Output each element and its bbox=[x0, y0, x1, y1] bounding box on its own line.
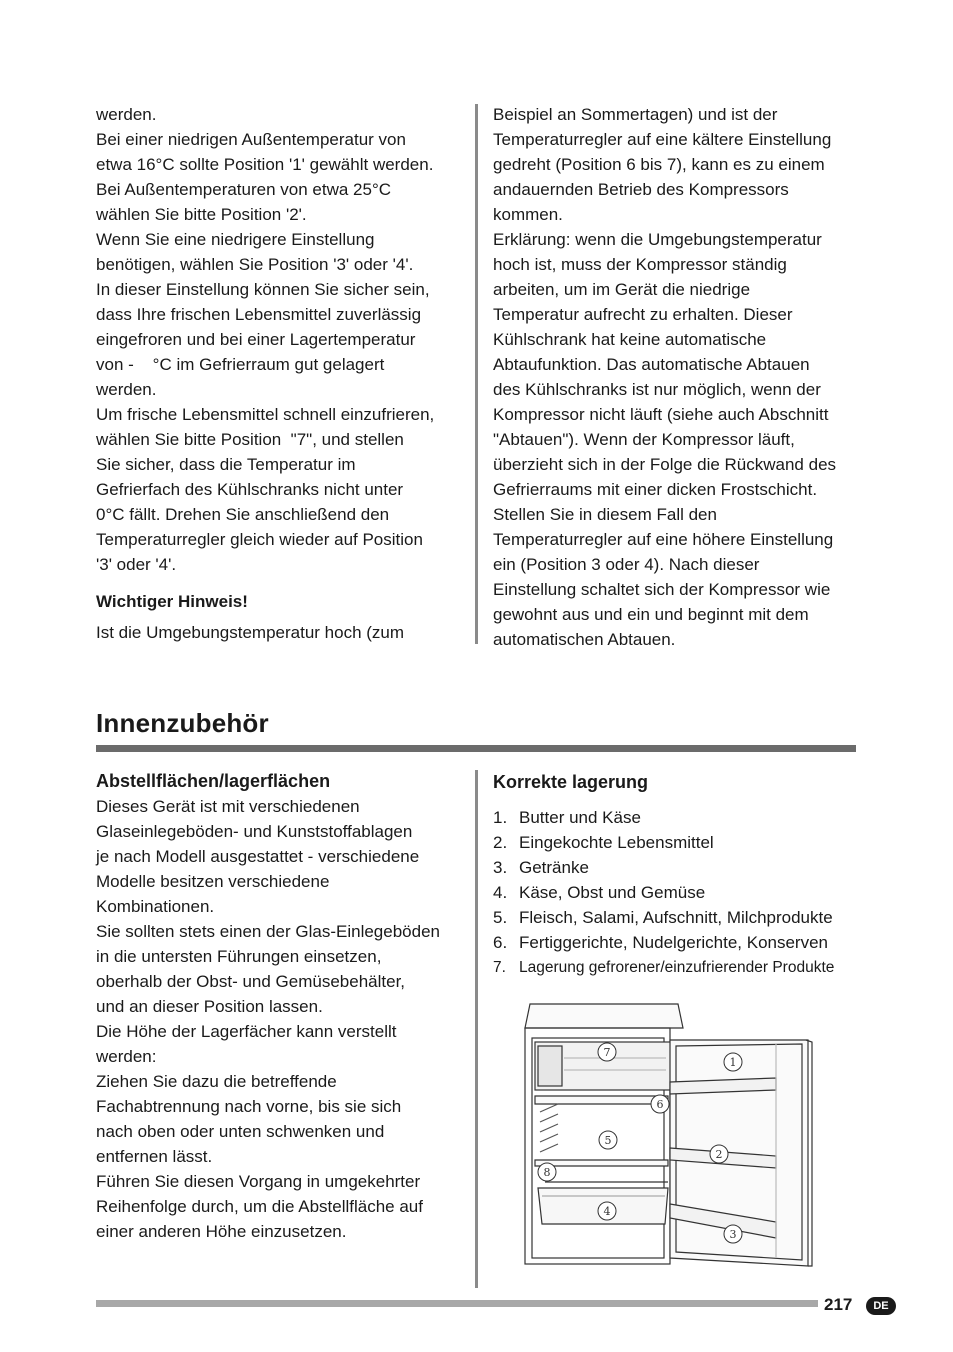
paragraph-line: wählen Sie bitte Position "7", und stellen bbox=[96, 430, 404, 449]
paragraph-line: Sie sollten stets einen der Glas-Einlegeböden bbox=[96, 922, 440, 941]
list-item: 3. Getränke bbox=[493, 858, 589, 877]
paragraph-line: automatischen Abtauen. bbox=[493, 630, 676, 649]
paragraph-line: Ziehen Sie dazu die betreffende bbox=[96, 1072, 337, 1091]
paragraph-line: Reihenfolge durch, um die Abstellfläche auf bbox=[96, 1197, 423, 1216]
paragraph-line: werden. bbox=[96, 105, 157, 124]
paragraph-line: werden. bbox=[96, 380, 157, 399]
paragraph-line: Glaseinlegeböden- und Kunststoffablagen bbox=[96, 822, 413, 841]
list-item: 7. Lagerung gefrorener/einzufrierender Produkte bbox=[493, 959, 835, 976]
figure-label-2: 2 bbox=[715, 1148, 723, 1161]
paragraph-line: Gefrierraums mit einer dicken Frostschicht. bbox=[493, 480, 818, 499]
paragraph-line: Temperaturregler gleich wieder auf Position bbox=[96, 530, 423, 549]
top-right-column bbox=[493, 102, 863, 652]
paragraph-line: Abtaufunktion. Das automatische Abtauen bbox=[493, 355, 810, 374]
paragraph-line: Gefrierfach des Kühlschranks nicht unter bbox=[96, 480, 404, 499]
paragraph-line: In dieser Einstellung können Sie sicher sein, bbox=[96, 280, 430, 299]
paragraph-line: Temperatur aufrecht zu erhalten. Dieser bbox=[493, 305, 793, 324]
paragraph-line: kommen. bbox=[493, 205, 563, 224]
list-item: 6. Fertiggerichte, Nudelgerichte, Konserven bbox=[493, 933, 828, 952]
fridge-diagram bbox=[520, 1000, 815, 1270]
hint-text: Ist die Umgebungstemperatur hoch (zum bbox=[96, 623, 405, 642]
storage-list bbox=[493, 805, 863, 980]
paragraph-line: Bei Außentemperaturen von etwa 25°C bbox=[96, 180, 392, 199]
top-left-column bbox=[96, 102, 466, 645]
paragraph-line: gedreht (Position 6 bis 7), kann es zu einem bbox=[493, 155, 825, 174]
paragraph-line: Dieses Gerät ist mit verschiedenen bbox=[96, 797, 360, 816]
paragraph-line: benötigen, wählen Sie Position '3' oder '4'. bbox=[96, 255, 414, 274]
paragraph-line: Erklärung: wenn die Umgebungstemperatur bbox=[493, 230, 822, 249]
paragraph-line: nach oben oder unten schwenken und bbox=[96, 1122, 385, 1141]
paragraph-line: Kühlschrank hat keine automatische bbox=[493, 330, 767, 349]
paragraph-line: Kompressor nicht läuft (siehe auch Abschnitt bbox=[493, 405, 829, 424]
paragraph-line: überzieht sich in der Folge die Rückwand des bbox=[493, 455, 837, 474]
paragraph-line: dass Ihre frischen Lebensmittel zuverlässig bbox=[96, 305, 422, 324]
paragraph-line: gewohnt aus und ein und beginnt mit dem bbox=[493, 605, 809, 624]
paragraph-line: entfernen lässt. bbox=[96, 1147, 213, 1166]
bottom-right-column bbox=[493, 769, 863, 980]
figure-label-7: 7 bbox=[603, 1046, 611, 1059]
paragraph-line: werden: bbox=[96, 1047, 157, 1066]
figure-label-3: 3 bbox=[729, 1228, 737, 1241]
figure-label-1: 1 bbox=[729, 1056, 737, 1069]
paragraph-line: Temperaturregler auf eine kältere Einstellung bbox=[493, 130, 832, 149]
storage-heading: Korrekte lagerung bbox=[493, 772, 649, 792]
list-item: 1. Butter und Käse bbox=[493, 808, 641, 827]
paragraph-line: arbeiten, um im Gerät die niedrige bbox=[493, 280, 751, 299]
paragraph-line: eingefroren und bei einer Lagertemperatur bbox=[96, 330, 416, 349]
paragraph-line: von - °C im Gefrierraum gut gelagert bbox=[96, 355, 385, 374]
paragraph-line: Bei einer niedrigen Außentemperatur von bbox=[96, 130, 406, 149]
paragraph-line: Die Höhe der Lagerfächer kann verstellt bbox=[96, 1022, 397, 1041]
figure-label-5: 5 bbox=[604, 1134, 612, 1147]
paragraph-line: in die untersten Führungen einsetzen, bbox=[96, 947, 382, 966]
list-item: 2. Eingekochte Lebensmittel bbox=[493, 833, 714, 852]
hint-title: Wichtiger Hinweis! bbox=[96, 592, 248, 611]
paragraph-line: 0°C fällt. Drehen Sie anschließend den bbox=[96, 505, 390, 524]
paragraph-line: und an dieser Position lassen. bbox=[96, 997, 323, 1016]
paragraph-line: Kombinationen. bbox=[96, 897, 215, 916]
paragraph-line: des Kühlschranks ist nur möglich, wenn der bbox=[493, 380, 821, 399]
shelves-heading: Abstellflächen/lagerflächen bbox=[96, 771, 331, 791]
paragraph-line: ein (Position 3 oder 4). Nach dieser bbox=[493, 555, 760, 574]
column-divider-top bbox=[475, 104, 478, 644]
list-item: 4. Käse, Obst und Gemüse bbox=[493, 883, 706, 902]
paragraph-line: Um frische Lebensmittel schnell einzufrieren, bbox=[96, 405, 435, 424]
paragraph-line: andauernden Betrieb des Kompressors bbox=[493, 180, 789, 199]
paragraph-line: Stellen Sie in diesem Fall den bbox=[493, 505, 717, 524]
list-item: 5. Fleisch, Salami, Aufschnitt, Milchprodukte bbox=[493, 908, 833, 927]
bottom-left-column bbox=[96, 768, 471, 1244]
paragraph-line: Sie sicher, dass die Temperatur im bbox=[96, 455, 356, 474]
paragraph-line: hoch ist, muss der Kompressor ständig bbox=[493, 255, 787, 274]
paragraph-line: "Abtauen"). Wenn der Kompressor läuft, bbox=[493, 430, 795, 449]
column-divider-bottom bbox=[475, 770, 478, 1288]
language-badge: DE bbox=[866, 1297, 896, 1315]
paragraph-line: Temperaturregler auf eine höhere Einstellung bbox=[493, 530, 834, 549]
paragraph-line: Führen Sie diesen Vorgang in umgekehrter bbox=[96, 1172, 421, 1191]
paragraph-line: wählen Sie bitte Position '2'. bbox=[96, 205, 307, 224]
paragraph-line: oberhalb der Obst- und Gemüsebehälter, bbox=[96, 972, 406, 991]
page-number: 217 bbox=[824, 1295, 853, 1314]
paragraph-line: Einstellung schaltet sich der Kompressor wie bbox=[493, 580, 831, 599]
paragraph-line: Modelle besitzen verschiedene bbox=[96, 872, 330, 891]
paragraph-line: etwa 16°C sollte Position '1' gewählt werden. bbox=[96, 155, 434, 174]
figure-label-8: 8 bbox=[543, 1166, 551, 1179]
paragraph-line: einer anderen Höhe einzusetzen. bbox=[96, 1222, 347, 1241]
section-title: Innenzubehör bbox=[96, 708, 269, 738]
paragraph-line: Wenn Sie eine niedrigere Einstellung bbox=[96, 230, 375, 249]
paragraph-line: '3' oder '4'. bbox=[96, 555, 177, 574]
section-rule bbox=[96, 745, 856, 752]
figure-label-4: 4 bbox=[603, 1205, 611, 1218]
paragraph-line: Beispiel an Sommertagen) und ist der bbox=[493, 105, 778, 124]
paragraph-line: Fachabtrennung nach vorne, bis sie sich bbox=[96, 1097, 402, 1116]
paragraph-line: je nach Modell ausgestattet - verschiedene bbox=[96, 847, 420, 866]
figure-label-6: 6 bbox=[656, 1098, 664, 1111]
footer-rule bbox=[96, 1300, 818, 1307]
